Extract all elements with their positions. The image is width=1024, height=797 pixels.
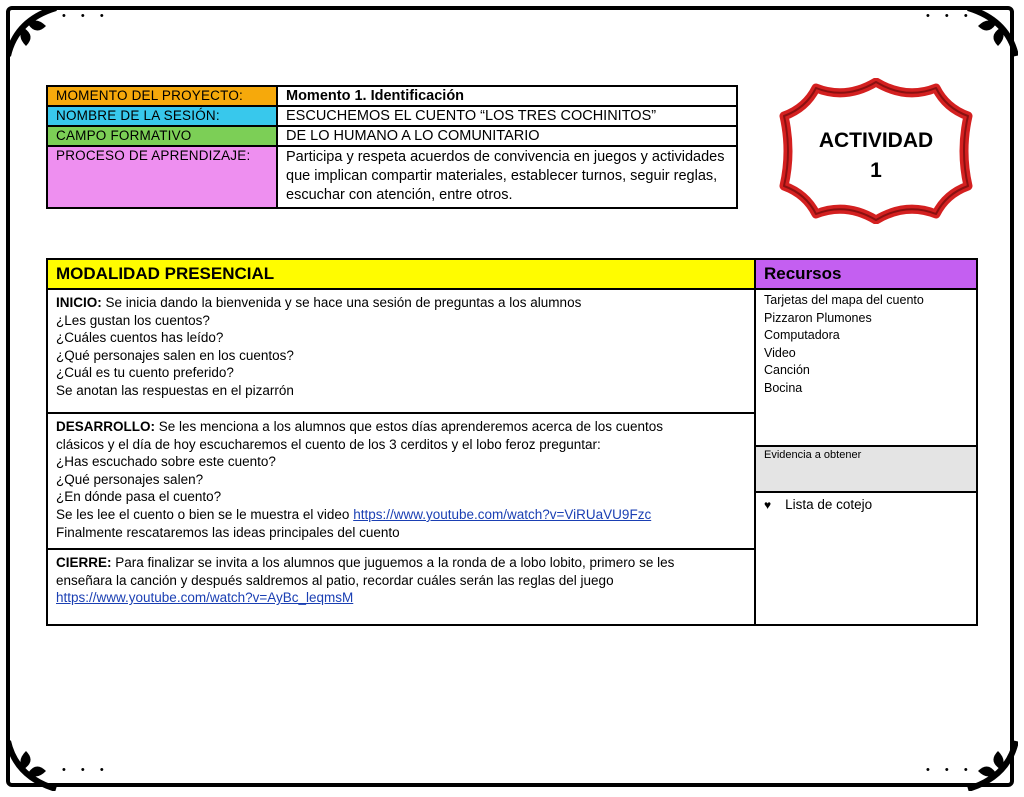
decor-dots: • • • (62, 10, 110, 22)
inicio-question: ¿Qué personajes salen en los cuentos? (56, 347, 294, 363)
session-plan-table (46, 258, 978, 626)
evidence-item: Lista de cotejo (785, 497, 873, 512)
inicio-question: ¿Les gustan los cuentos? (56, 312, 210, 328)
desarrollo-text: Finalmente rescataremos las ideas principales del cuento (56, 524, 400, 540)
desarrollo-text: clásicos y el día de hoy escucharemos el cuento de los 3 cerditos y el lobo feroz preguntar: (56, 436, 601, 452)
decor-dots: • • • (62, 764, 110, 776)
inicio-question: ¿Cuál es tu cuento preferido? (56, 365, 234, 381)
info-label: PROCESO DE APRENDIZAJE: (47, 146, 277, 208)
inicio-label: INICIO: (56, 295, 102, 310)
badge-line-2: 1 (870, 159, 882, 182)
info-label: MOMENTO DEL PROYECTO: (47, 86, 277, 106)
info-label: CAMPO FORMATIVO (47, 126, 277, 146)
info-row (47, 146, 737, 208)
desarrollo-text: Se les lee el cuento o bien se le muestra el video (56, 506, 354, 522)
evidence-label: Evidencia a obtener (756, 445, 976, 493)
inicio-text: Se anotan las respuestas en el pizarrón (56, 382, 294, 398)
decor-dots: • • • (926, 10, 974, 22)
info-value: DE LO HUMANO A LO COMUNITARIO (277, 126, 737, 146)
desarrollo-question: ¿En dónde pasa el cuento? (56, 489, 222, 505)
info-row (47, 126, 737, 146)
video-link[interactable]: https://www.youtube.com/watch?v=ViRUaVU9Fzc (353, 506, 652, 522)
resource-item: Canción (764, 363, 810, 377)
corner-ornament-top-left (6, 6, 62, 62)
evidence-list (756, 493, 976, 516)
activity-badge (776, 78, 976, 224)
corner-ornament-bottom-left (6, 735, 62, 791)
resources-header: Recursos (755, 259, 977, 289)
project-info-table (46, 85, 738, 209)
cierre-text: Para finalizar se invita a los alumnos que juguemos a la ronda de a lobo lobito, primero se les (111, 555, 675, 570)
modality-header: MODALIDAD PRESENCIAL (47, 259, 755, 289)
resources-list (756, 290, 976, 445)
desarrollo-question: ¿Qué personajes salen? (56, 471, 204, 487)
info-label: NOMBRE DE LA SESIÓN: (47, 106, 277, 126)
cierre-label: CIERRE: (56, 555, 112, 570)
inicio-text: Se inicia dando la bienvenida y se hace una sesión de preguntas a los alumnos (101, 295, 582, 310)
info-row (47, 106, 737, 126)
info-row (47, 86, 737, 106)
heart-icon: ♥ (764, 498, 772, 512)
desarrollo-question: ¿Has escuchado sobre este cuento? (56, 454, 276, 470)
resource-item: Tarjetas del mapa del cuento (764, 293, 924, 307)
badge-line-1: ACTIVIDAD (818, 129, 934, 152)
decor-dots: • • • (926, 764, 974, 776)
resource-item: Video (764, 345, 796, 360)
info-value: ESCUCHEMOS EL CUENTO “LOS TRES COCHINITOS” (277, 106, 737, 126)
resource-item: Pizzaron Plumones (764, 310, 872, 325)
desarrollo-label: DESARROLLO: (56, 419, 155, 434)
resource-item: Computadora (764, 328, 840, 342)
info-value: Momento 1. Identificación (277, 86, 737, 106)
badge-title (776, 126, 976, 186)
corner-ornament-bottom-right (962, 735, 1018, 791)
info-value: Participa y respeta acuerdos de convivencia en juegos y actividades que implican compartir materiales, establecer turnos, seguir reglas, escuchar con atención, entre otros. (277, 146, 737, 208)
cierre-section (47, 549, 755, 625)
inicio-section (47, 289, 755, 413)
desarrollo-text: Se les menciona a los alumnos que estos días aprenderemos acerca de los cuentos (155, 419, 664, 434)
song-link[interactable]: https://www.youtube.com/watch?v=AyBc_leqmsM (56, 590, 354, 606)
inicio-question: ¿Cuáles cuentos has leído? (56, 330, 224, 346)
desarrollo-section (47, 413, 755, 549)
cierre-text: enseñara la canción y después saldremos al patio, recordar cuáles serán las reglas del juego (56, 572, 614, 588)
resources-cell (755, 289, 977, 625)
resource-item: Bocina (764, 380, 803, 395)
